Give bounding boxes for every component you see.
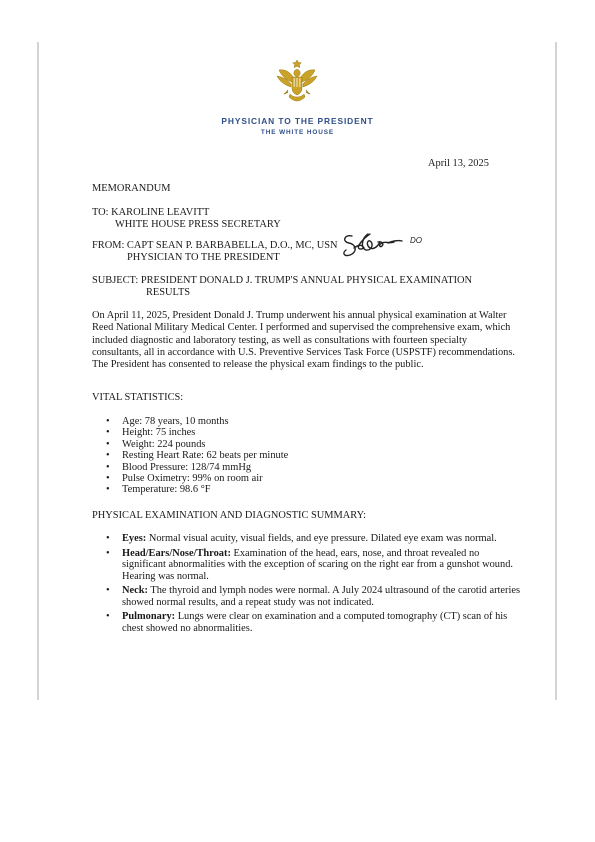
- letterhead-title: PHYSICIAN TO THE PRESIDENT: [221, 116, 374, 126]
- exam-heading: PHYSICAL EXAMINATION AND DIAGNOSTIC SUMMARY:: [92, 510, 367, 521]
- vital-pulse-oximetry: • Pulse Oximetry: 99% on room air: [92, 473, 288, 484]
- vital-blood-pressure: • Blood Pressure: 128/74 mmHg: [92, 462, 288, 473]
- handwritten-signature: [340, 228, 440, 260]
- exam-label: Eyes:: [122, 533, 147, 544]
- exam-text: Normal visual acuity, visual fields, and eye pressure. Dilated eye exam was normal.: [146, 533, 497, 544]
- exam-text: Lungs were clear on examination and a computed tomography (CT) scan of his chest showed no abnormalities.: [122, 611, 508, 634]
- to-line: TO: KAROLINE LEAVITT: [92, 207, 210, 218]
- exam-item-pulmonary: [92, 611, 522, 634]
- exam-list: [92, 533, 522, 637]
- eagle-seal-icon: [275, 56, 319, 104]
- exam-text: The thyroid and lymph nodes were normal. A July 2024 ultrasound of the carotid arteries showed normal results, and a repeat study was not indicated.: [122, 585, 521, 608]
- vital-heart-rate: • Resting Heart Rate: 62 beats per minute: [92, 450, 288, 461]
- exam-text: Examination of the head, ears, nose, and throat revealed no significant abnormalities with the exception of scaring on the right ear from a gunshot wound. Hearing was normal.: [122, 547, 513, 582]
- intro-paragraph: On April 11, 2025, President Donald J. Trump underwent his annual physical examination at Walter Reed National Military Medical Center. I performed and supervised the comprehensive exam, which included diagnostic and laboratory testing, as well as consultations with fourteen specialty consultants, all in accordance with U.S. Preventive Services Task Force (USPSTF) recommendations. The President has consented to release the physical exam findings to the public.: [92, 310, 515, 371]
- scan-border-right: [555, 42, 557, 700]
- subject-line: SUBJECT: PRESIDENT DONALD J. TRUMP'S ANNUAL PHYSICAL EXAMINATION: [92, 275, 473, 286]
- from-title: PHYSICIAN TO THE PRESIDENT: [127, 252, 280, 263]
- memo-date: April 13, 2025: [428, 158, 489, 169]
- exam-label: Neck:: [122, 585, 148, 596]
- vital-temperature: • Temperature: 98.6 °F: [92, 484, 288, 495]
- letterhead-subtitle: THE WHITE HOUSE: [260, 129, 335, 136]
- exam-item-eyes: [92, 533, 522, 545]
- scan-border-left: [37, 42, 39, 700]
- to-title: WHITE HOUSE PRESS SECRETARY: [115, 219, 281, 230]
- vital-weight: • Weight: 224 pounds: [92, 439, 288, 450]
- vital-age: • Age: 78 years, 10 months: [92, 416, 288, 427]
- vitals-list: [92, 416, 288, 496]
- exam-item-neck: [92, 585, 522, 608]
- signature-initials: DO: [410, 236, 422, 245]
- vital-height: • Height: 75 inches: [92, 427, 288, 438]
- subject-continuation: RESULTS: [146, 287, 191, 298]
- from-line: FROM: CAPT SEAN P. BARBABELLA, D.O., MC, USN: [92, 240, 338, 251]
- memo-label: MEMORANDUM: [92, 183, 171, 194]
- exam-label: Pulmonary:: [122, 611, 176, 622]
- vitals-heading: VITAL STATISTICS:: [92, 392, 184, 403]
- exam-item-heent: [92, 548, 522, 583]
- exam-label: Head/Ears/Nose/Throat:: [122, 547, 231, 559]
